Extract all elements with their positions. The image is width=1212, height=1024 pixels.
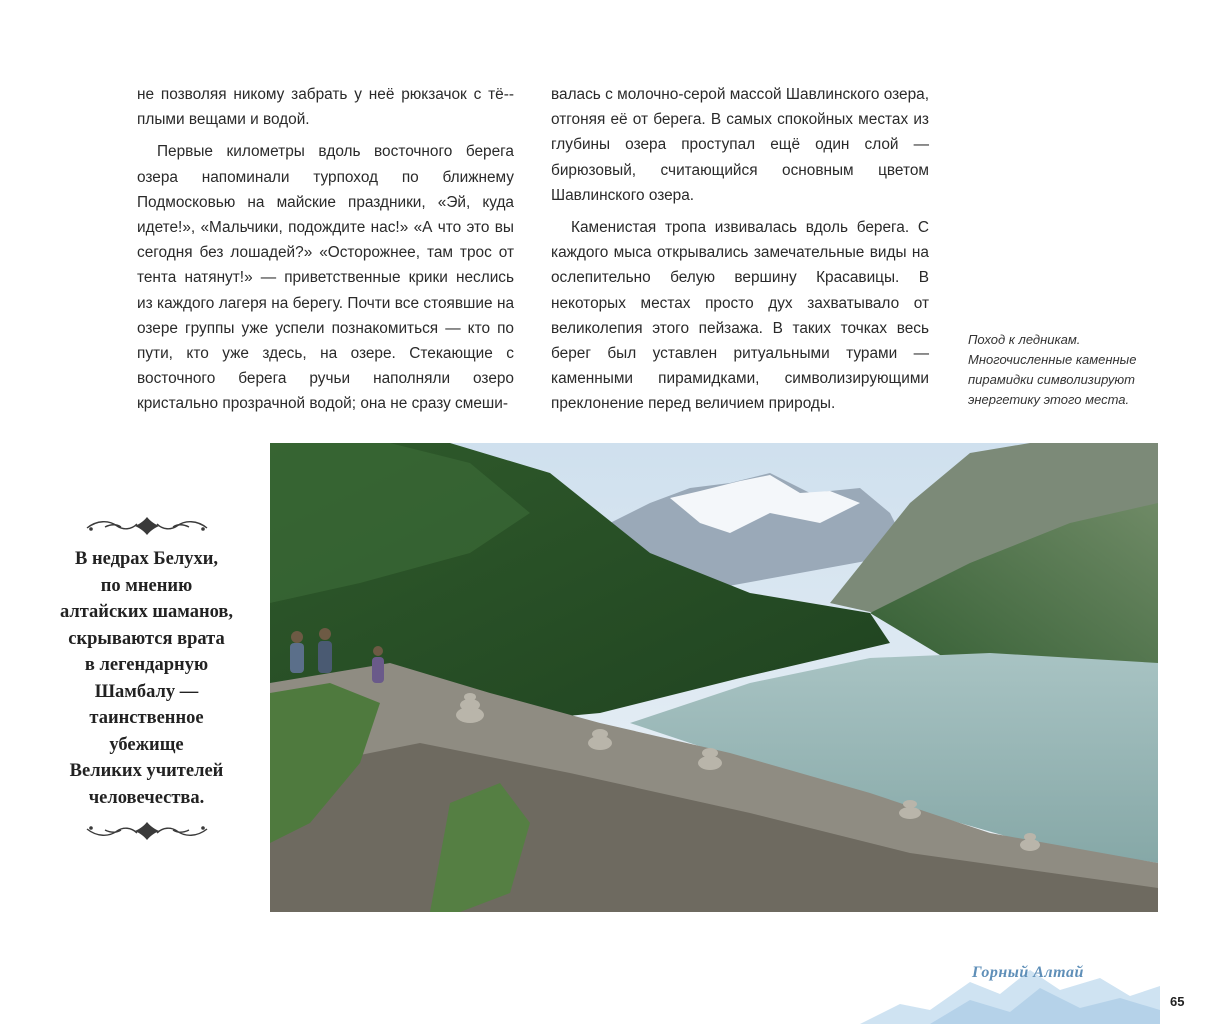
photo-caption [968, 330, 1163, 410]
caption-line: энергетику этого места. [968, 392, 1130, 407]
paragraph: Первые километры вдоль восточного берега озера напоминали турпоход по ближнему Подмосковью на майские праздники, «Эй, куда идете!», «Мальчики, подождите нас!» «А что это вы сегодня без лошадей?» «Осторожнее, там трос от тента натянут!» — приветственные крики неслись из каждого лагеря на берегу. Почти все стоявшие на озере группы уже успели познакомиться — кто по пути, кто уже здесь, на озере. Стекающие с восточного берега ручьи наполняли озеро кристально прозрачной водой; она не сразу смеши- [137, 143, 514, 413]
landscape-photo [270, 443, 1158, 912]
paragraph: не позволяя никому забрать у неё рюкзачок с тё-плыми вещами и водой. [137, 86, 514, 129]
paragraph: валась с молочно-серой массой Шавлинского озера, отгоняя её от берега. В самых спокойных местах из глубины озера проступал ещё один слой — бирюзовый, считающийся основным цветом Шавлинского озера. [551, 86, 929, 204]
page-number: 65 [1170, 994, 1185, 1009]
paragraph: Каменистая тропа извивалась вдоль берега. С каждого мыса открывались замечательные виды на ослепительно белую вершину Красавицы. В некоторых местах просто дух захватывало от великолепия этого пейзажа. В таких точках весь берег был уставлен ритуальными турами — каменными пирамидками, символизирующими преклонение перед величием природы. [551, 219, 929, 413]
left-text-column [137, 82, 514, 417]
ornament-top-icon [83, 515, 211, 537]
pull-quote [44, 515, 249, 842]
lake-landscape-image [270, 443, 1158, 912]
brand-logo: Горный Алтай [972, 964, 1084, 981]
quote-text: В недрах Белухи, по мнению алтайских шаманов, скрываются врата в легендарную Шамбалу — таинственное убежище Великих учителей человечества. [59, 549, 234, 808]
caption-line: Поход к ледникам. [968, 332, 1081, 347]
caption-line: Многочисленные каменные [968, 352, 1137, 367]
right-text-column [551, 82, 929, 417]
caption-line: пирамидки символизируют [968, 372, 1135, 387]
ornament-bottom-icon [83, 820, 211, 842]
